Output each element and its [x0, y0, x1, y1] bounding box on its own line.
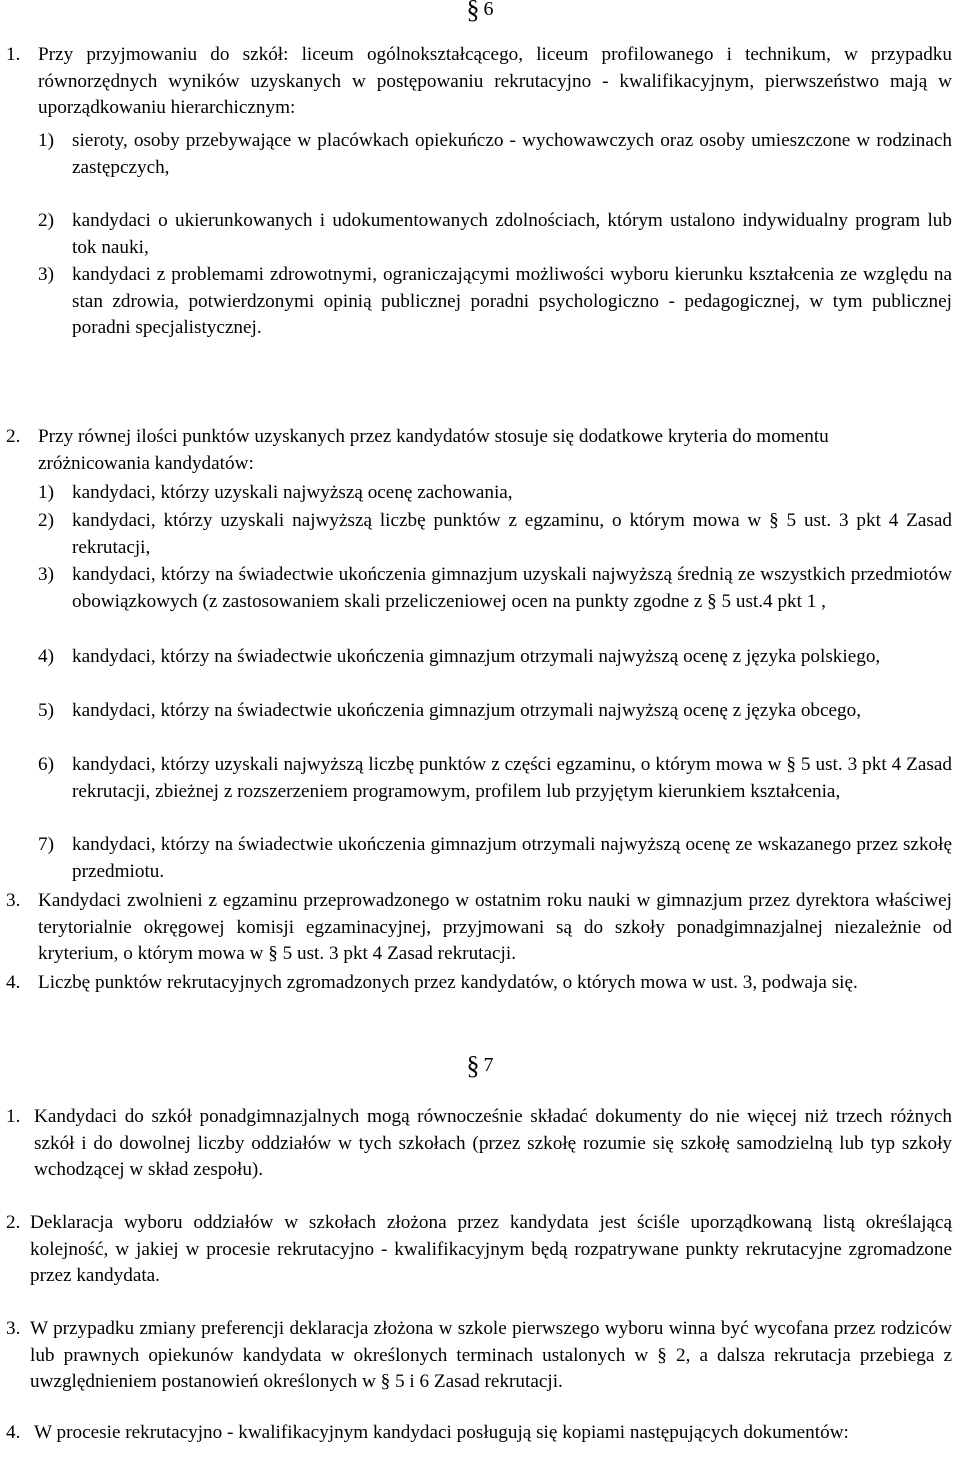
paragraph-text: Kandydaci zwolnieni z egzaminu przeprowadzonego w ostatnim roku nauki w gimnazjum przez dyrektora właściwej terytorialnie okręgowej komisji egzaminacyjnej, przyjmowani są do szkoły ponadgimnazjalnej niezależnie od kryterium, o którym mowa w § 5 ust. 3 pkt 4 Zasad rekrutacji. — [38, 890, 952, 964]
paragraph-text: W procesie rekrutacyjno - kwalifikacyjnym kandydaci posługują się kopiami następujących dokumentów: — [34, 1422, 849, 1443]
list-item-text: kandydaci, którzy na świadectwie ukończenia gimnazjum otrzymali najwyższą ocenę ze wskazanego przez szkołę przedmiotu. — [72, 834, 952, 882]
paragraph-number: 3. — [6, 1318, 21, 1339]
paragraph-text: Przy przyjmowaniu do szkół: liceum ogólnokształcącego, liceum profilowanego i technikum, w przypadku równorzędnych wyników uzyskanych w postępowaniu rekrutacyjno - kwalifikacyjnym, pierwszeństwo mają w uporządkowaniu hierarchicznym: — [38, 44, 952, 118]
paragraph-text: Przy równej ilości punktów uzyskanych przez kandydatów stosuje się dodatkowe kryteria do momentu zróżnicowania kandydatów: — [38, 426, 829, 474]
paragraph-number: 2. — [6, 1212, 21, 1233]
section-sign: § — [466, 1051, 480, 1080]
list-item-number: 3) — [38, 564, 54, 585]
paragraph-number: 3. — [6, 890, 21, 911]
section-heading-7 — [0, 1052, 960, 1080]
list-item-text: kandydaci, którzy na świadectwie ukończenia gimnazjum otrzymali najwyższą ocenę z języka polskiego, — [72, 646, 881, 667]
list-item-number: 2) — [38, 210, 54, 231]
list-item-number: 6) — [38, 754, 54, 775]
list-item-text: kandydaci, którzy uzyskali najwyższą ocenę zachowania, — [72, 482, 513, 503]
section-number: 6 — [483, 0, 494, 20]
list-item-number: 1) — [38, 130, 54, 151]
paragraph-number: 2. — [6, 426, 21, 447]
paragraph-number: 4. — [6, 972, 21, 993]
list-item-number: 2) — [38, 510, 54, 531]
paragraph-number: 1. — [6, 1106, 21, 1127]
paragraph-number: 4. — [6, 1422, 21, 1443]
list-item-text: kandydaci, którzy uzyskali najwyższą liczbę punktów z egzaminu, o którym mowa w § 5 ust. 3 pkt 4 Zasad rekrutacji, — [72, 510, 952, 558]
paragraph-text: W przypadku zmiany preferencji deklaracja złożona w szkole pierwszego wyboru winna być wycofana przez rodziców lub prawnych opiekunów kandydata w określonych terminach ustalonych w § 2, a dalsza rekrutacja przebiega z uwzględnieniem postanowień określonych w § 5 i 6 Zasad rekrutacji. — [30, 1318, 952, 1392]
list-item-number: 4) — [38, 646, 54, 667]
list-item-text: kandydaci, którzy uzyskali najwyższą liczbę punktów z części egzaminu, o którym mowa w § 5 ust. 3 pkt 4 Zasad rekrutacji, zbieżnej z rozszerzeniem programowym, profilem lub przyjętym kierunkiem kształcenia, — [72, 754, 952, 802]
list-item-text: kandydaci o ukierunkowanych i udokumentowanych zdolnościach, którym ustalono indywidualny program lub tok nauki, — [72, 210, 952, 258]
list-item-number: 7) — [38, 834, 54, 855]
list-item-number: 1) — [38, 482, 54, 503]
list-item-number: 3) — [38, 264, 54, 285]
list-item-number: 5) — [38, 700, 54, 721]
paragraph-text: Kandydaci do szkół ponadgimnazjalnych mogą równocześnie składać dokumenty do nie więcej niż trzech różnych szkół i do dowolnej liczby oddziałów w tych szkołach (przez szkołę rozumie się szkołę samodzielną lub typ szkoły wchodzącej w skład zespołu). — [34, 1106, 952, 1180]
paragraph-number: 1. — [6, 44, 21, 65]
list-item-text: kandydaci, którzy na świadectwie ukończenia gimnazjum otrzymali najwyższą ocenę z języka obcego, — [72, 700, 862, 721]
section-number: 7 — [483, 1054, 494, 1076]
section-heading-6 — [0, 0, 960, 24]
list-item-text: sieroty, osoby przebywające w placówkach opiekuńczo - wychowawczych oraz osoby umieszczone w rodzinach zastępczych, — [72, 130, 952, 178]
section-sign: § — [466, 0, 480, 24]
paragraph-text: Liczbę punktów rekrutacyjnych zgromadzonych przez kandydatów, o których mowa w ust. 3, podwaja się. — [38, 972, 858, 993]
list-item-text: kandydaci, którzy na świadectwie ukończenia gimnazjum uzyskali najwyższą średnią ze wszystkich przedmiotów obowiązkowych (z zastosowaniem skali przeliczeniowej ocen na punkty zgodne z § 5 ust.4 pkt 1 , — [72, 564, 952, 612]
paragraph-text: Deklaracja wyboru oddziałów w szkołach złożona przez kandydata jest ściśle uporządkowaną listą określającą kolejność, w jakiej w procesie rekrutacyjno - kwalifikacyjnym będą rozpatrywane punkty rekrutacyjne zgromadzone przez kandydata. — [30, 1212, 952, 1286]
list-item-text: kandydaci z problemami zdrowotnymi, ograniczającymi możliwości wyboru kierunku kształcenia ze względu na stan zdrowia, potwierdzonymi opinią publicznej poradni psychologiczno - pedagogicznej, w tym publicznej poradni specjalistycznej. — [72, 264, 952, 338]
